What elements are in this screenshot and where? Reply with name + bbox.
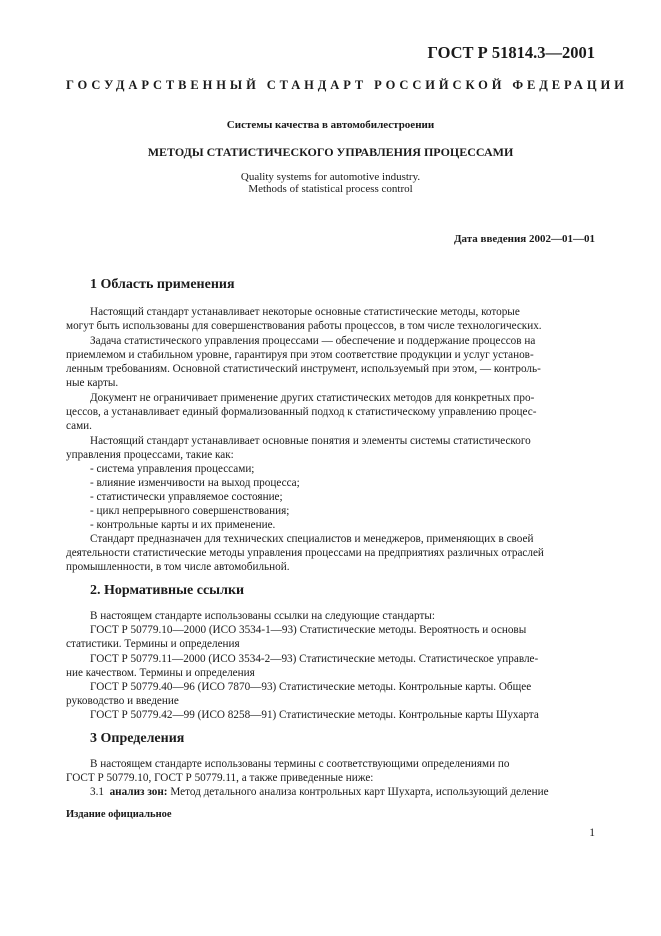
s1-p2-line-1: Задача статистического управления процессами — обеспечение и поддержание процессов на [90, 335, 536, 347]
definition-term: анализ зон: [109, 786, 168, 798]
introduction-date: Дата введения 2002—01—01 [453, 233, 595, 245]
s1-p1-line-2: могут быть использованы для совершенствования работы процессов, в том числе технологических. [66, 320, 542, 332]
s2-ref-1-line-2: статистики. Термины и определения [66, 638, 240, 650]
s1-p4-line-2: управления процессами, такие как: [66, 449, 234, 461]
list-item: - система управления процессами; [90, 463, 255, 475]
list-item: - статистически управляемое состояние; [90, 491, 283, 503]
list-item: - влияние изменчивости на выход процесса; [90, 477, 300, 489]
s1-p2-line-4: ные карты. [66, 377, 119, 389]
s1-p4-line-1: Настоящий стандарт устанавливает основные понятия и элементы системы статистического [90, 435, 531, 447]
definition-3-1 [90, 785, 597, 799]
s2-ref-3-line-2: руководство и введение [66, 695, 179, 707]
list-item: - цикл непрерывного совершенствования; [90, 505, 290, 517]
s2-ref-4-line-1: ГОСТ Р 50779.42—99 (ИСО 8258—91) Статистические методы. Контрольные карты Шухарта [90, 709, 539, 721]
s2-intro: В настоящем стандарте использованы ссылки на следующие стандарты: [90, 610, 435, 622]
s3-p1-line-1: В настоящем стандарте использованы термины с соответствующими определениями по [90, 758, 510, 770]
definition-text: Метод детального анализа контрольных карт Шухарта, использующий деление [170, 786, 549, 798]
s2-ref-3-line-1: ГОСТ Р 50779.40—96 (ИСО 7870—93) Статистические методы. Контрольные карты. Общее [90, 681, 532, 693]
s1-p5-line-3: промышленности, в том числе автомобильной. [66, 561, 290, 573]
english-title-line-2: Methods of statistical process control [248, 183, 413, 195]
s1-p3-line-3: сами. [66, 420, 92, 432]
section-2-heading: 2. Нормативные ссылки [90, 583, 245, 598]
document-subtitle: Системы качества в автомобилестроении [226, 119, 435, 131]
s1-p2-line-3: ленным требованиям. Основной статистический инструмент, используемый при этом, — контроль- [66, 363, 541, 375]
s2-ref-2-line-1: ГОСТ Р 50779.11—2000 (ИСО 3534-2—93) Статистические методы. Статистическое управле- [90, 653, 539, 665]
s1-p3-line-1: Документ не ограничивает применение других статистических методов для конкретных про- [90, 392, 535, 404]
s1-p5-line-1: Стандарт предназначен для технических специалистов и менеджеров, применяющих в своей [90, 533, 534, 545]
definition-number: 3.1 [90, 786, 104, 798]
page-number: 1 [589, 827, 595, 839]
list-item: - контрольные карты и их применение. [90, 519, 276, 531]
s2-ref-1-line-1: ГОСТ Р 50779.10—2000 (ИСО 3534-1—93) Статистические методы. Вероятность и основы [90, 624, 527, 636]
section-3-heading: 3 Определения [90, 731, 185, 746]
s1-p1-line-1: Настоящий стандарт устанавливает некоторые основные статистические методы, которые [90, 306, 520, 318]
document-title: МЕТОДЫ СТАТИСТИЧЕСКОГО УПРАВЛЕНИЯ ПРОЦЕССАМИ [147, 145, 514, 159]
english-title-line-1: Quality systems for automotive industry. [240, 171, 421, 183]
edition-note: Издание официальное [66, 809, 172, 820]
s1-p2-line-2: приемлемом и стабильном уровне, гарантируя при этом соответствие продукции и услуг установ- [66, 349, 534, 361]
s1-p5-line-2: деятельности статистические методы управления процессами на предприятиях различных отраслей [66, 547, 544, 559]
section-1-heading: 1 Область применения [90, 277, 235, 292]
gost-identifier: ГОСТ Р 51814.3—2001 [427, 43, 595, 62]
s1-p3-line-2: цессов, а устанавливает единый формализованный подход к статистическому управлению процес- [66, 406, 537, 418]
s2-ref-2-line-2: ние качеством. Термины и определения [66, 667, 255, 679]
s3-p1-line-2: ГОСТ Р 50779.10, ГОСТ Р 50779.11, а также приведенные ниже: [66, 772, 374, 784]
state-standard-heading: ГОСУДАРСТВЕННЫЙ СТАНДАРТ РОССИЙСКОЙ ФЕДЕРАЦИИ [66, 78, 628, 92]
